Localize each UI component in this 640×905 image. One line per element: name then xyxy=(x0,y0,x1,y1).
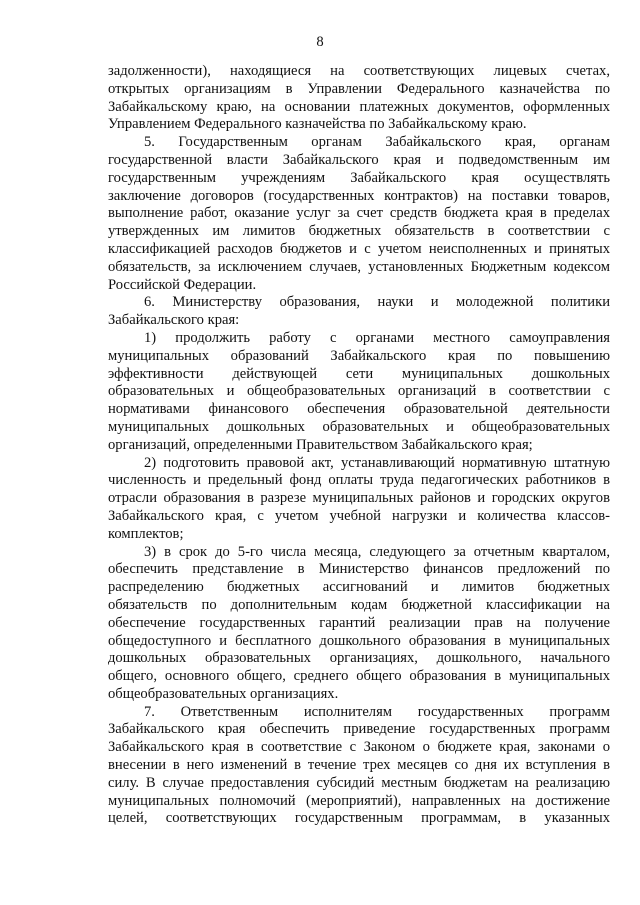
text-line: целей, соответствующих государственным программам, в указанных xyxy=(108,810,610,827)
text-line: Забайкальского края в соответствие с Законом о бюджете края, законами о xyxy=(108,739,610,756)
text-line: 1) продолжить работу с органами местного самоуправления xyxy=(144,329,610,346)
text-line: общего, основного общего, среднего общего образования в муниципальных xyxy=(108,668,610,685)
text-line: государственным учреждениям Забайкальского края осуществлять xyxy=(108,169,610,186)
p-item-6 xyxy=(108,294,610,330)
p-item-6-2 xyxy=(108,455,610,544)
text-line: Забайкальскому краю, на основании платежных документов, оформленных xyxy=(108,98,610,115)
p-continuation xyxy=(108,63,610,134)
text-line: 5. Государственным органам Забайкальского края, органам xyxy=(144,134,610,151)
text-line: 7. Ответственным исполнителям государственных программ xyxy=(144,703,610,720)
text-line: Забайкальского края обеспечить приведение государственных программ xyxy=(108,721,610,738)
text-line: отрасли образования в разрезе муниципальных районов и городских округов xyxy=(108,490,610,507)
text-line: образовательных и общеобразовательных организаций в соответствии с xyxy=(108,383,610,400)
text-line: численность и предельный фонд оплаты труда педагогических работников в xyxy=(108,472,610,489)
page-number: 8 xyxy=(316,34,324,50)
text-line: заключение договоров (государственных контрактов) на поставки товаров, xyxy=(108,187,610,204)
text-line: дошкольных образовательных организациях, дошкольного, начального xyxy=(108,650,610,667)
text-line: силу. В случае предоставления субсидий местным бюджетам на реализацию xyxy=(108,774,610,791)
p-item-6-3 xyxy=(108,544,610,704)
text-line: обеспечить представление в Министерство финансов предложений по xyxy=(108,561,610,578)
text-line: Управлением Федерального казначейства по Забайкальскому краю. xyxy=(108,116,527,133)
text-line: классификацией расходов бюджетов и с учетом неисполненных и принятых xyxy=(108,240,610,257)
text-line: обязательств по дополнительным кодам бюджетной классификации на xyxy=(108,596,610,613)
text-line: внесении в него изменений в течение трех месяцев со дня их вступления в xyxy=(108,757,610,774)
text-line: 6. Министерству образования, науки и молодежной политики xyxy=(144,294,610,311)
text-line: Забайкальского края, с учетом учебной нагрузки и количества классов- xyxy=(108,507,610,524)
p-item-6-1 xyxy=(108,330,610,455)
p-item-5 xyxy=(108,134,610,294)
text-line: обязательств, за исключением случаев, установленных Бюджетным кодексом xyxy=(108,258,610,275)
text-line: муниципальных дошкольных образовательных и общеобразовательных xyxy=(108,418,610,435)
text-line: утвержденных им лимитов бюджетных обязательств в соответствии с xyxy=(108,223,610,240)
text-line: 2) подготовить правовой акт, устанавливающий нормативную штатную xyxy=(144,454,610,471)
text-line: выполнение работ, оказание услуг за счет средств бюджета края в пределах xyxy=(108,205,610,222)
text-line: распределению бюджетных ассигнований и лимитов бюджетных xyxy=(108,579,610,596)
text-line: общедоступного и бесплатного дошкольного образования в муниципальных xyxy=(108,632,610,649)
text-line: 3) в срок до 5-го числа месяца, следующего за отчетным кварталом, xyxy=(144,543,610,560)
text-line: государственной власти Забайкальского края и подведомственным им xyxy=(108,151,610,168)
text-line: общеобразовательных организациях. xyxy=(108,685,339,702)
text-line: обеспечение государственных гарантий реализации прав на получение xyxy=(108,614,610,631)
text-line: эффективности действующей сети муниципальных дошкольных xyxy=(108,365,610,382)
text-line: открытых организациям в Управлении Федерального казначейства по xyxy=(108,80,610,97)
text-line: муниципальных образований Забайкальского края по повышению xyxy=(108,347,610,364)
text-line: Российской Федерации. xyxy=(108,276,257,293)
text-line: Забайкальского края: xyxy=(108,312,240,329)
text-line: организаций, определенными Правительством Забайкальского края; xyxy=(108,436,533,453)
p-item-7 xyxy=(108,704,610,829)
text-line: нормативами финансового обеспечения образовательной деятельности xyxy=(108,401,610,418)
text-line: комплектов; xyxy=(108,525,184,542)
document-body xyxy=(108,63,610,828)
text-line: муниципальных полномочий (мероприятий), направленных на достижение xyxy=(108,792,610,809)
text-line: задолженности), находящиеся на соответствующих лицевых счетах, xyxy=(108,63,610,79)
